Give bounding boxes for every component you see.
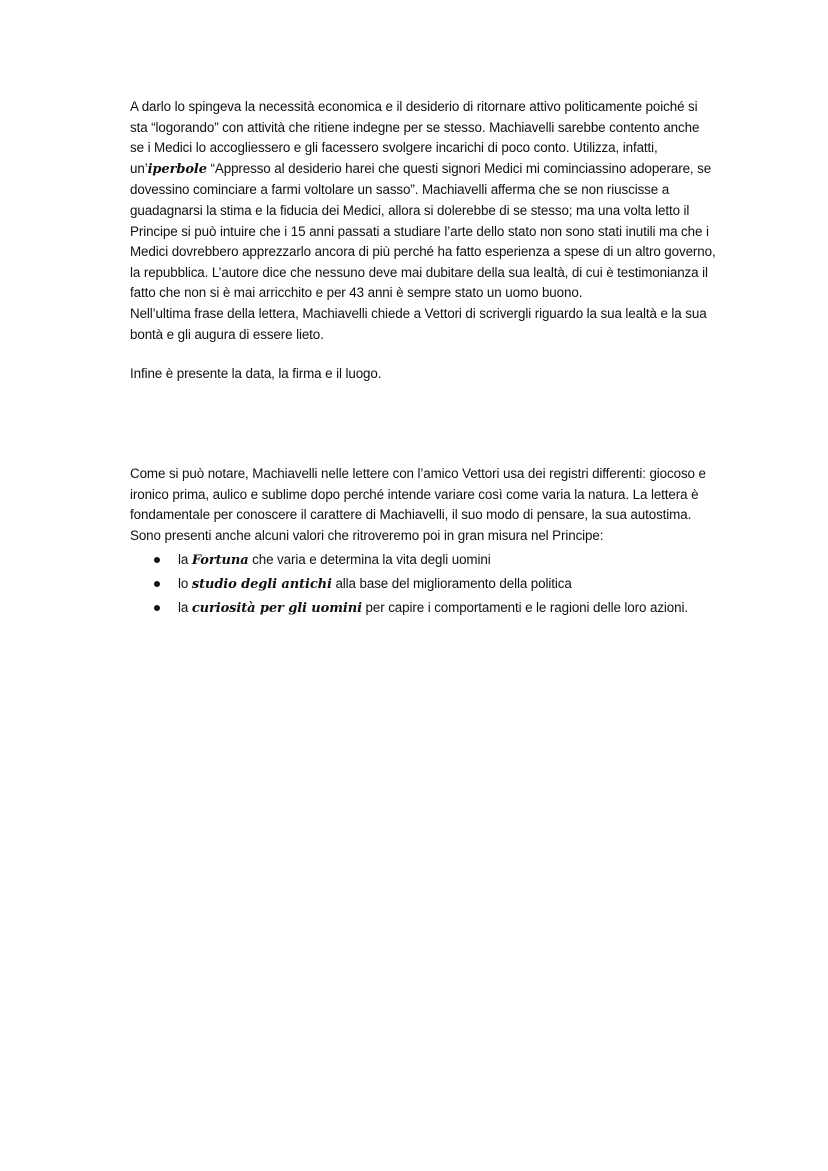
bullet-icon	[154, 557, 160, 563]
text-suffix: per capire i comportamenti e le ragioni delle loro azioni.	[361, 600, 688, 616]
text-line: dovessino cominciare a farmi voltolare un sasso”. Machiavelli afferma che se non riuscisse a	[130, 182, 670, 198]
text-prefix: la	[178, 552, 192, 568]
emphasis-studio-antichi: studio degli antichi	[191, 577, 332, 593]
text-line: sta “logorando” con attività che ritiene indegne per se stesso. Machiavelli sarebbe contento anche	[130, 119, 700, 135]
text-line: Infine è presente la data, la firma e il luogo.	[130, 366, 382, 381]
bullet-icon	[154, 605, 160, 611]
paragraph-conclusion	[130, 464, 760, 620]
list-item	[130, 572, 760, 596]
text-line: Nell’ultima frase della lettera, Machiavelli chiede a Vettori di scrivergli riguardo la sua lealtà e la sua	[130, 305, 707, 321]
paragraph-closing	[130, 364, 760, 385]
bullet-icon	[154, 581, 160, 587]
text-line: Principe si può intuire che i 15 anni passati a studiare l’arte dello stato non sono stati inutili ma che i	[130, 223, 709, 239]
text-line: Come si può notare, Machiavelli nelle lettere con l’amico Vettori usa dei registri differenti: giocoso e	[130, 466, 706, 481]
text-prefix: lo	[178, 576, 192, 592]
text-line: la repubblica. L’autore dice che nessuno deve mai dubitare della sua lealtà, di cui è testimonianza il	[130, 264, 708, 280]
paragraph-letter-analysis	[130, 97, 760, 345]
text-prefix: la	[178, 600, 192, 616]
text-line: se i Medici lo accogliessero e gli facessero svolgere incarichi di poco conto. Utilizza, infatti,	[130, 140, 658, 156]
text-line: bontà e gli augura di essere lieto.	[130, 326, 324, 342]
text-line-hyperbole	[130, 159, 760, 181]
emphasis-fortuna: Fortuna	[191, 553, 249, 569]
text-suffix: alla base del miglioramento della politica	[331, 576, 572, 592]
list-item	[130, 548, 760, 572]
text-suffix: che varia e determina la vita degli uomini	[248, 552, 491, 568]
text-line: fondamentale per conoscere il carattere di Machiavelli, il suo modo di pensare, la sua autostima.	[130, 507, 692, 523]
text-line: fatto che non si è mai arricchito e per 43 anni è sempre stato un uomo buono.	[130, 285, 583, 301]
list-item	[130, 596, 760, 620]
values-list	[130, 548, 760, 620]
emphasis-iperbole: iperbole	[147, 161, 207, 177]
text-prefix: un’	[130, 160, 148, 176]
text-line: Medici dovrebbero apprezzarlo ancora di più perché ha fatto esperienza a spese di un altro governo,	[130, 244, 716, 260]
text-line: Sono presenti anche alcuni valori che ritroveremo poi in gran misura nel Principe:	[130, 527, 604, 543]
text-line: A darlo lo spingeva la necessità economica e il desiderio di ritornare attivo politicamente poiché si	[130, 99, 698, 114]
text-suffix: “Appresso al desiderio harei che questi signori Medici mi cominciassino adoperare, se	[206, 160, 712, 176]
emphasis-curiosita: curiosità per gli uomini	[191, 601, 362, 617]
text-line: ironico prima, aulico e sublime dopo perché intende variare così come varia la natura. La lettera è	[130, 486, 699, 502]
text-line: guadagnarsi la stima e la fiducia dei Medici, allora si dolerebbe di se stesso; ma una volta letto il	[130, 202, 690, 218]
